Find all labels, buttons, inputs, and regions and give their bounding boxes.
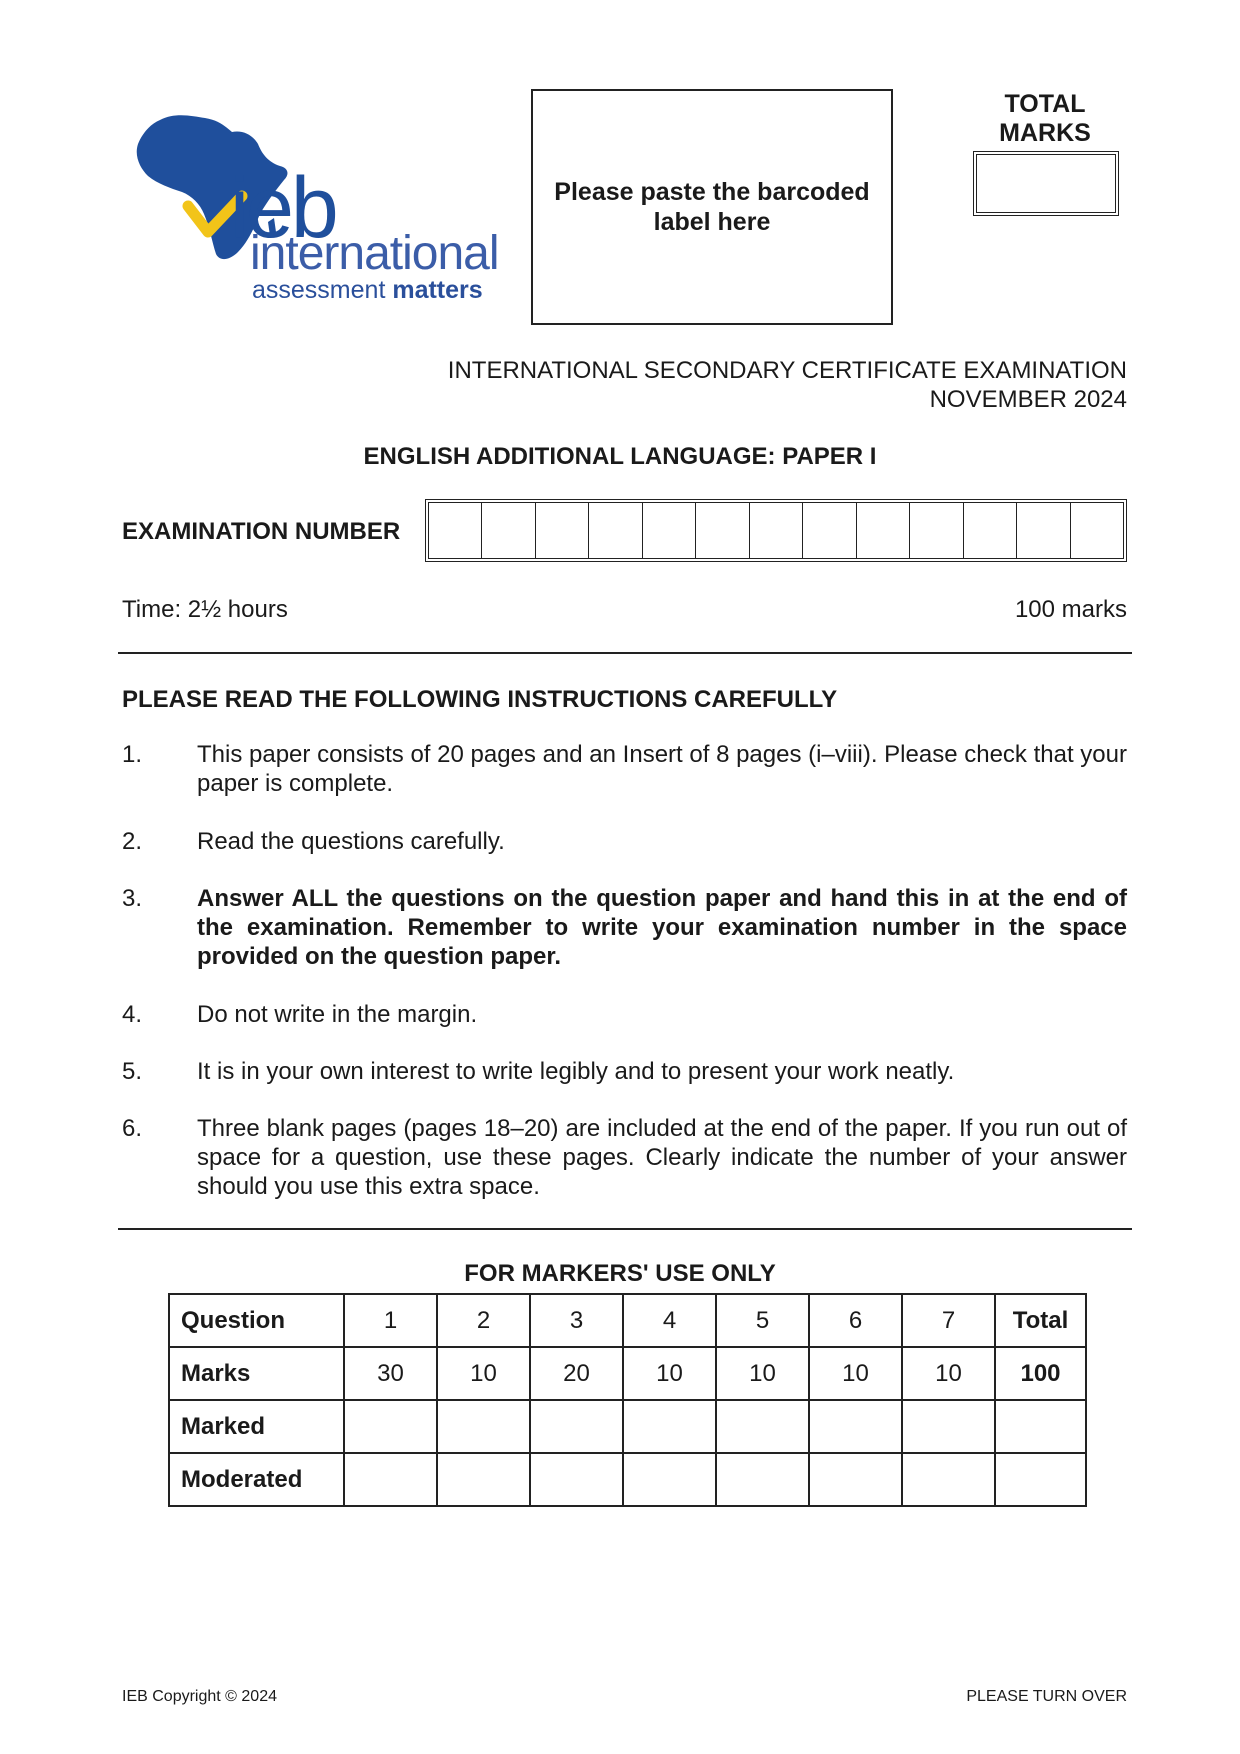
question-number-cell: 7 [902,1294,995,1347]
logo-subtitle: international [250,227,499,280]
table-row-marked [169,1400,1086,1453]
question-number-cell: 1 [344,1294,437,1347]
exam-time: Time: 2½ hours [122,596,288,623]
instruction-number: 6. [122,1115,143,1142]
marked-entry-cell[interactable] [902,1400,995,1453]
footer-turn-over: PLEASE TURN OVER [966,1688,1127,1705]
question-number-cell: 4 [623,1294,716,1347]
marked-entry-cell[interactable] [530,1400,623,1453]
instruction-text: It is in your own interest to write legibly and to present your work neatly. [197,1058,955,1085]
question-number-cell: 5 [716,1294,809,1347]
markers-table [168,1293,1087,1507]
instruction-text: Do not write in the margin. [197,1001,478,1028]
logo-brand: ieb [230,160,336,256]
marks-cell: 10 [716,1347,809,1400]
logo-tagline [252,276,483,304]
moderated-entry-cell[interactable] [809,1453,902,1506]
total-marks-label [960,90,1130,148]
divider [118,1228,1132,1230]
ieb-logo [130,110,500,310]
exam-total-marks: 100 marks [1014,596,1127,623]
instruction-number: 5. [122,1058,143,1085]
logo-tagline-bold: matters [392,276,483,304]
exam-number-digit-box[interactable] [749,503,802,558]
marks-total-cell: 100 [995,1347,1086,1400]
exam-number-digit-box[interactable] [963,503,1016,558]
instruction-number: 4. [122,1001,143,1028]
marks-cell: 10 [902,1347,995,1400]
instruction-number: 2. [122,828,143,855]
exam-date: NOVEMBER 2024 [929,386,1127,413]
question-number-cell: 2 [437,1294,530,1347]
exam-number-digit-box[interactable] [856,503,909,558]
marked-entry-cell[interactable] [344,1400,437,1453]
exam-number-digit-box[interactable] [429,503,481,558]
exam-number-digit-box[interactable] [695,503,748,558]
question-number-cell: 6 [809,1294,902,1347]
divider [118,652,1132,654]
moderated-entry-cell[interactable] [623,1453,716,1506]
logo-tagline-light: assessment [252,276,393,304]
marks-cell: 10 [437,1347,530,1400]
instruction-text: Read the questions carefully. [197,828,505,855]
exam-number-digit-box[interactable] [481,503,534,558]
marked-entry-cell[interactable] [623,1400,716,1453]
instruction-text: This paper consists of 20 pages and an Insert of 8 pages (i–viii). Please check that your paper is complete. [197,741,1127,797]
total-marks-box[interactable] [973,151,1119,216]
marked-total-cell[interactable] [995,1400,1086,1453]
row-header: Marks [169,1347,344,1400]
moderated-entry-cell[interactable] [530,1453,623,1506]
marked-entry-cell[interactable] [437,1400,530,1453]
total-marks-label-line2: MARKS [999,119,1091,147]
table-row-question [169,1294,1086,1347]
table-row-marks [169,1347,1086,1400]
marks-cell: 30 [344,1347,437,1400]
barcode-label-box [531,89,893,325]
barcode-label-text: Please paste the barcoded label here [554,178,870,236]
marks-cell: 10 [623,1347,716,1400]
exam-number-digit-box[interactable] [588,503,641,558]
exam-number-digit-box[interactable] [802,503,855,558]
footer-copyright: IEB Copyright © 2024 [122,1688,277,1705]
paper-title: ENGLISH ADDITIONAL LANGUAGE: PAPER I [363,443,877,470]
exam-number-digit-box[interactable] [1070,503,1123,558]
marks-cell: 20 [530,1347,623,1400]
exam-number-digit-box[interactable] [909,503,962,558]
exam-number-digit-box[interactable] [535,503,588,558]
exam-number-digit-box[interactable] [1016,503,1069,558]
marks-cell: 10 [809,1347,902,1400]
moderated-total-cell[interactable] [995,1453,1086,1506]
total-header-cell: Total [995,1294,1086,1347]
instruction-number: 3. [122,885,143,912]
instructions-heading: PLEASE READ THE FOLLOWING INSTRUCTIONS CAREFULLY [122,686,838,713]
row-header: Moderated [169,1453,344,1506]
instruction-text: Answer ALL the questions on the question paper and hand this in at the end of the examination. Remember to write your examination number in the space provided on the question paper. [197,885,1127,970]
marked-entry-cell[interactable] [809,1400,902,1453]
moderated-entry-cell[interactable] [716,1453,809,1506]
row-header: Question [169,1294,344,1347]
question-number-cell: 3 [530,1294,623,1347]
moderated-entry-cell[interactable] [344,1453,437,1506]
exam-number-digit-box[interactable] [642,503,695,558]
row-header: Marked [169,1400,344,1453]
table-row-moderated [169,1453,1086,1506]
exam-title: INTERNATIONAL SECONDARY CERTIFICATE EXAMINATION [447,357,1127,384]
moderated-entry-cell[interactable] [902,1453,995,1506]
instruction-number: 1. [122,741,143,768]
moderated-entry-cell[interactable] [437,1453,530,1506]
exam-number-label: EXAMINATION NUMBER [122,518,401,545]
exam-number-boxes [425,499,1127,562]
marked-entry-cell[interactable] [716,1400,809,1453]
instruction-text: Three blank pages (pages 18–20) are included at the end of the paper. If you run out of space for a question, use these pages. Clearly indicate the number of your answer should you use this extra space. [197,1115,1127,1200]
total-marks-label-line1: TOTAL [1004,90,1086,118]
markers-heading: FOR MARKERS' USE ONLY [464,1260,776,1287]
